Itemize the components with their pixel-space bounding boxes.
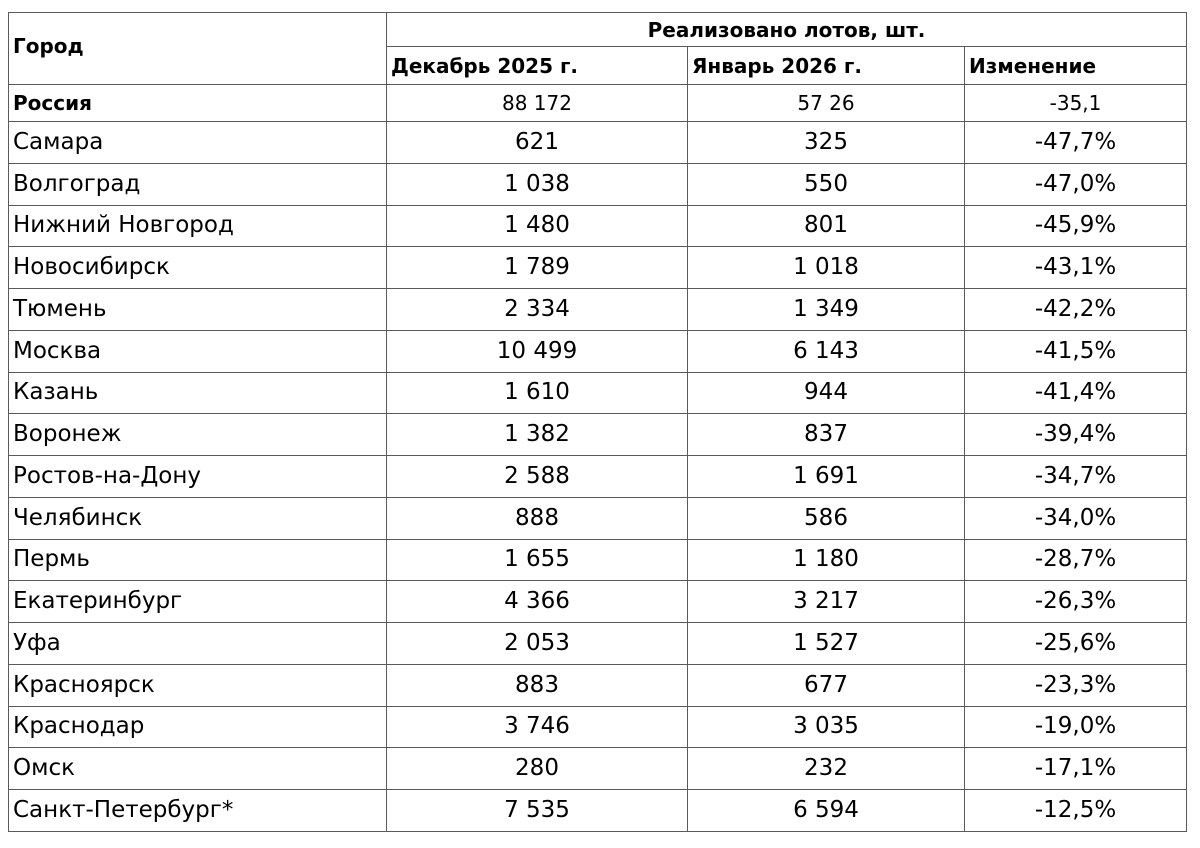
city-cell: Краснодар bbox=[9, 706, 387, 748]
city-cell: Новосибирск bbox=[9, 247, 387, 289]
city-cell: Санкт-Петербург* bbox=[9, 790, 387, 832]
table-row bbox=[9, 372, 1187, 414]
city-cell: Нижний Новгород bbox=[9, 205, 387, 247]
change-cell: -34,0% bbox=[965, 497, 1187, 539]
january-cell: 837 bbox=[688, 414, 965, 456]
december-cell: 883 bbox=[387, 664, 688, 706]
table-row bbox=[9, 289, 1187, 331]
change-cell: -34,7% bbox=[965, 456, 1187, 498]
december-cell: 2 053 bbox=[387, 623, 688, 665]
change-cell: -19,0% bbox=[965, 706, 1187, 748]
january-cell: 6 143 bbox=[688, 330, 965, 372]
city-cell: Красноярск bbox=[9, 664, 387, 706]
january-cell: 232 bbox=[688, 748, 965, 790]
december-cell: 10 499 bbox=[387, 330, 688, 372]
header-january: Январь 2026 г. bbox=[688, 47, 965, 85]
table-row-total bbox=[9, 85, 1187, 122]
december-cell: 2 334 bbox=[387, 289, 688, 331]
table-row bbox=[9, 706, 1187, 748]
january-cell: 6 594 bbox=[688, 790, 965, 832]
december-cell: 3 746 bbox=[387, 706, 688, 748]
city-cell: Самара bbox=[9, 122, 387, 164]
january-cell: 586 bbox=[688, 497, 965, 539]
city-cell: Тюмень bbox=[9, 289, 387, 331]
city-cell: Воронеж bbox=[9, 414, 387, 456]
city-cell: Казань bbox=[9, 372, 387, 414]
header-lots-sold: Реализовано лотов, шт. bbox=[387, 13, 1187, 47]
change-cell: -35,1 bbox=[965, 85, 1187, 122]
city-cell: Омск bbox=[9, 748, 387, 790]
december-cell: 2 588 bbox=[387, 456, 688, 498]
city-cell: Россия bbox=[9, 85, 387, 122]
december-cell: 621 bbox=[387, 122, 688, 164]
january-cell: 1 180 bbox=[688, 539, 965, 581]
city-cell: Пермь bbox=[9, 539, 387, 581]
january-cell: 325 bbox=[688, 122, 965, 164]
change-cell: -42,2% bbox=[965, 289, 1187, 331]
december-cell: 280 bbox=[387, 748, 688, 790]
table-row bbox=[9, 664, 1187, 706]
city-cell: Челябинск bbox=[9, 497, 387, 539]
january-cell: 1 018 bbox=[688, 247, 965, 289]
table-row bbox=[9, 456, 1187, 498]
december-cell: 1 382 bbox=[387, 414, 688, 456]
january-cell: 1 527 bbox=[688, 623, 965, 665]
january-cell: 801 bbox=[688, 205, 965, 247]
table-row bbox=[9, 414, 1187, 456]
december-cell: 1 655 bbox=[387, 539, 688, 581]
table-row bbox=[9, 539, 1187, 581]
january-cell: 550 bbox=[688, 163, 965, 205]
change-cell: -12,5% bbox=[965, 790, 1187, 832]
december-cell: 1 789 bbox=[387, 247, 688, 289]
december-cell: 88 172 bbox=[387, 85, 688, 122]
city-cell: Ростов-на-Дону bbox=[9, 456, 387, 498]
january-cell: 1 349 bbox=[688, 289, 965, 331]
january-cell: 944 bbox=[688, 372, 965, 414]
december-cell: 1 480 bbox=[387, 205, 688, 247]
city-cell: Екатеринбург bbox=[9, 581, 387, 623]
header-city: Город bbox=[9, 13, 387, 85]
table-row bbox=[9, 330, 1187, 372]
january-cell: 3 217 bbox=[688, 581, 965, 623]
lots-sold-table bbox=[8, 12, 1187, 832]
january-cell: 1 691 bbox=[688, 456, 965, 498]
change-cell: -47,0% bbox=[965, 163, 1187, 205]
december-cell: 7 535 bbox=[387, 790, 688, 832]
header-change: Изменение bbox=[965, 47, 1187, 85]
table-row bbox=[9, 205, 1187, 247]
city-cell: Волгоград bbox=[9, 163, 387, 205]
december-cell: 1 610 bbox=[387, 372, 688, 414]
table-row bbox=[9, 247, 1187, 289]
table-row bbox=[9, 497, 1187, 539]
header-december: Декабрь 2025 г. bbox=[387, 47, 688, 85]
table-row bbox=[9, 122, 1187, 164]
change-cell: -41,4% bbox=[965, 372, 1187, 414]
change-cell: -17,1% bbox=[965, 748, 1187, 790]
city-cell: Москва bbox=[9, 330, 387, 372]
table-row bbox=[9, 623, 1187, 665]
change-cell: -39,4% bbox=[965, 414, 1187, 456]
january-cell: 57 26 bbox=[688, 85, 965, 122]
table-row bbox=[9, 581, 1187, 623]
change-cell: -28,7% bbox=[965, 539, 1187, 581]
change-cell: -23,3% bbox=[965, 664, 1187, 706]
table-row bbox=[9, 163, 1187, 205]
change-cell: -47,7% bbox=[965, 122, 1187, 164]
january-cell: 3 035 bbox=[688, 706, 965, 748]
change-cell: -43,1% bbox=[965, 247, 1187, 289]
change-cell: -45,9% bbox=[965, 205, 1187, 247]
table-row bbox=[9, 748, 1187, 790]
change-cell: -26,3% bbox=[965, 581, 1187, 623]
change-cell: -41,5% bbox=[965, 330, 1187, 372]
january-cell: 677 bbox=[688, 664, 965, 706]
city-cell: Уфа bbox=[9, 623, 387, 665]
december-cell: 4 366 bbox=[387, 581, 688, 623]
december-cell: 1 038 bbox=[387, 163, 688, 205]
change-cell: -25,6% bbox=[965, 623, 1187, 665]
table-row bbox=[9, 790, 1187, 832]
december-cell: 888 bbox=[387, 497, 688, 539]
